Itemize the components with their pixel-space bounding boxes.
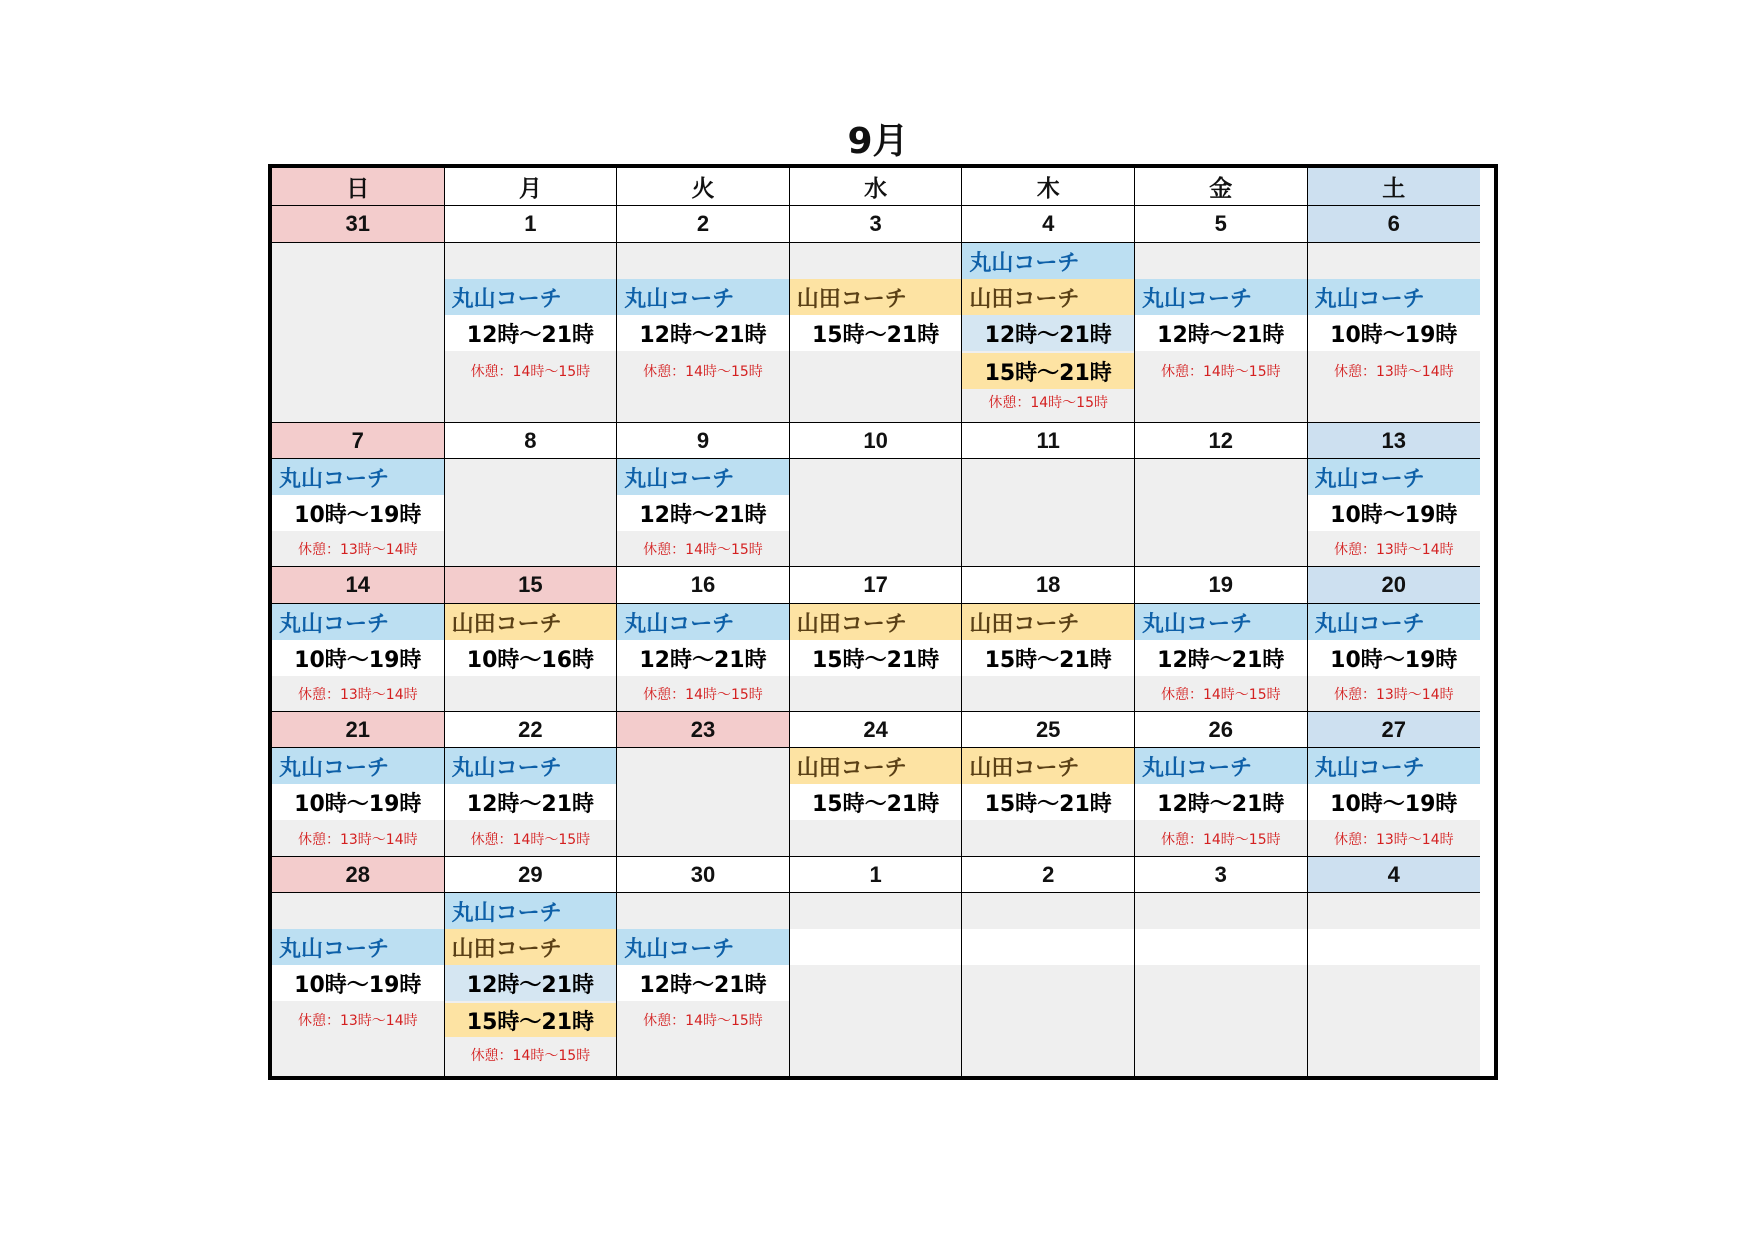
day-cell[interactable]	[1135, 604, 1308, 712]
day-cell[interactable]	[962, 748, 1135, 857]
shift-time: 12時〜21時	[445, 965, 617, 1001]
shift-time: 12時〜21時	[962, 315, 1134, 351]
coach-label: 丸山コーチ	[617, 604, 789, 640]
date-cell[interactable]: 1	[790, 857, 963, 893]
day-cell[interactable]	[962, 459, 1135, 567]
date-cell[interactable]: 7	[272, 423, 445, 459]
day-cell[interactable]	[1135, 748, 1308, 857]
coach-label: 丸山コーチ	[1308, 748, 1480, 784]
day-cell[interactable]	[617, 604, 790, 712]
shift-time: 10時〜19時	[1308, 495, 1480, 531]
shift-time: 12時〜21時	[617, 640, 789, 676]
shift-time: 12時〜21時	[1135, 784, 1307, 820]
break-time: 休憩：14時〜15時	[470, 364, 591, 380]
coach-label: 丸山コーチ	[1135, 748, 1307, 784]
day-cell[interactable]	[272, 459, 445, 567]
date-cell[interactable]: 30	[617, 857, 790, 893]
day-cell[interactable]	[617, 893, 790, 1076]
date-cell[interactable]: 29	[445, 857, 618, 893]
date-cell[interactable]: 2	[617, 206, 790, 243]
date-cell[interactable]: 31	[272, 206, 445, 243]
day-cell[interactable]	[617, 243, 790, 423]
date-cell[interactable]: 19	[1135, 567, 1308, 604]
weekday-header-3: 水	[790, 168, 963, 206]
shift-time: 10時〜19時	[272, 784, 444, 820]
shift-time: 10時〜19時	[272, 495, 444, 531]
shift-time: 15時〜21時	[962, 640, 1134, 676]
shift-time: 12時〜21時	[445, 315, 617, 351]
coach-label: 山田コーチ	[962, 279, 1134, 315]
coach-label: 丸山コーチ	[1135, 604, 1307, 640]
break-time: 休憩：14時〜15時	[988, 395, 1108, 411]
shift-time: 10時〜19時	[272, 640, 444, 676]
date-cell[interactable]: 8	[445, 423, 618, 459]
date-cell[interactable]: 5	[1135, 206, 1308, 243]
date-cell[interactable]: 21	[272, 712, 445, 748]
day-cell[interactable]	[790, 604, 963, 712]
coach-label: 丸山コーチ	[445, 748, 617, 784]
break-time: 休憩：13時〜14時	[1333, 687, 1454, 703]
shift-time: 15時〜21時	[962, 784, 1134, 820]
date-cell[interactable]: 15	[445, 567, 618, 604]
shift-time: 10時〜19時	[1308, 640, 1480, 676]
date-cell[interactable]: 2	[962, 857, 1135, 893]
calendar-title: 9月	[847, 121, 909, 162]
break-time: 休憩：13時〜14時	[297, 542, 418, 558]
coach-label: 丸山コーチ	[272, 459, 444, 495]
coach-label: 丸山コーチ	[1308, 604, 1480, 640]
break-time: 休憩：13時〜14時	[1333, 364, 1454, 380]
weekday-header-4: 木	[962, 168, 1135, 206]
date-cell[interactable]: 1	[445, 206, 618, 243]
break-time: 休憩：13時〜14時	[297, 831, 418, 848]
shift-time: 10時〜16時	[445, 640, 617, 676]
shift-time: 15時〜21時	[790, 315, 962, 351]
date-cell[interactable]: 3	[790, 206, 963, 243]
day-cell[interactable]	[617, 459, 790, 567]
coach-label: 丸山コーチ	[272, 929, 444, 965]
day-cell[interactable]	[1308, 604, 1480, 712]
coach-label: 丸山コーチ	[1308, 279, 1480, 315]
day-cell[interactable]	[1308, 459, 1480, 567]
date-cell[interactable]: 3	[1135, 857, 1308, 893]
calendar-grid	[268, 164, 1498, 1080]
blank-row	[962, 929, 1134, 965]
blank-row	[790, 929, 962, 965]
break-time: 休憩：14時〜15時	[470, 1048, 591, 1064]
coach-label: 山田コーチ	[962, 748, 1134, 784]
day-cell[interactable]	[1308, 243, 1480, 423]
coach-label: 丸山コーチ	[272, 748, 444, 784]
day-cell[interactable]	[445, 748, 618, 857]
break-time: 休憩：14時〜15時	[643, 542, 763, 558]
break-time: 休憩：13時〜14時	[297, 687, 418, 703]
shift-time: 10時〜19時	[272, 965, 444, 1001]
shift-time: 15時〜21時	[962, 353, 1134, 389]
day-cell[interactable]	[445, 893, 618, 1076]
shift-time: 10時〜19時	[1308, 784, 1480, 820]
coach-label: 山田コーチ	[790, 279, 962, 315]
weekday-header-0: 日	[272, 168, 445, 206]
day-cell[interactable]	[272, 243, 445, 423]
break-time: 休憩：13時〜14時	[1333, 542, 1454, 558]
coach-label: 丸山コーチ	[617, 459, 789, 495]
day-cell[interactable]	[1308, 893, 1480, 1076]
coach-label: 山田コーチ	[790, 604, 962, 640]
date-cell[interactable]: 11	[962, 423, 1135, 459]
shift-time: 15時〜21時	[790, 640, 962, 676]
date-cell[interactable]: 17	[790, 567, 963, 604]
break-time: 休憩：14時〜15時	[1160, 364, 1281, 380]
day-cell[interactable]	[445, 243, 618, 423]
day-cell[interactable]	[1135, 243, 1308, 423]
blank-row	[1308, 929, 1480, 965]
date-cell[interactable]: 28	[272, 857, 445, 893]
date-cell[interactable]: 4	[962, 206, 1135, 243]
day-cell[interactable]	[1135, 459, 1308, 567]
break-time: 休憩：13時〜14時	[1333, 831, 1454, 848]
date-cell[interactable]: 16	[617, 567, 790, 604]
day-cell[interactable]	[962, 893, 1135, 1076]
coach-label: 丸山コーチ	[445, 893, 617, 929]
date-cell[interactable]: 9	[617, 423, 790, 459]
break-time: 休憩：14時〜15時	[643, 687, 763, 703]
date-cell[interactable]: 13	[1308, 423, 1480, 459]
break-time: 休憩：14時〜15時	[470, 831, 591, 848]
shift-time: 12時〜21時	[617, 965, 789, 1001]
date-cell[interactable]: 26	[1135, 712, 1308, 748]
date-cell[interactable]: 4	[1308, 857, 1480, 893]
shift-time: 12時〜21時	[1135, 315, 1307, 351]
weekday-header-5: 金	[1135, 168, 1308, 206]
day-cell[interactable]	[272, 604, 445, 712]
break-time: 休憩：14時〜15時	[643, 364, 763, 380]
shift-time: 12時〜21時	[617, 495, 789, 531]
coach-label: 山田コーチ	[445, 604, 617, 640]
date-cell[interactable]: 22	[445, 712, 618, 748]
day-cell[interactable]	[790, 748, 963, 857]
shift-time: 15時〜21時	[445, 1003, 617, 1037]
day-cell[interactable]	[790, 459, 963, 567]
coach-label: 丸山コーチ	[445, 279, 617, 315]
day-cell[interactable]	[617, 748, 790, 857]
day-cell[interactable]	[1308, 748, 1480, 857]
date-cell[interactable]: 6	[1308, 206, 1480, 243]
day-cell[interactable]	[790, 243, 963, 423]
date-cell[interactable]: 20	[1308, 567, 1480, 604]
day-cell[interactable]	[272, 893, 445, 1076]
date-cell[interactable]: 18	[962, 567, 1135, 604]
blank-row	[1135, 929, 1307, 965]
day-cell[interactable]	[962, 243, 1135, 423]
date-cell[interactable]: 14	[272, 567, 445, 604]
break-time: 休憩：13時〜14時	[297, 1013, 418, 1029]
day-cell[interactable]	[962, 604, 1135, 712]
weekday-header-2: 火	[617, 168, 790, 206]
date-cell[interactable]: 27	[1308, 712, 1480, 748]
coach-label: 山田コーチ	[790, 748, 962, 784]
weekday-header-1: 月	[445, 168, 618, 206]
coach-label: 丸山コーチ	[617, 279, 789, 315]
coach-label: 山田コーチ	[445, 929, 617, 965]
day-cell[interactable]	[445, 604, 618, 712]
shift-time: 15時〜21時	[790, 784, 962, 820]
day-cell[interactable]	[272, 748, 445, 857]
date-cell[interactable]: 23	[617, 712, 790, 748]
coach-label: 丸山コーチ	[272, 604, 444, 640]
date-cell[interactable]: 24	[790, 712, 963, 748]
date-cell[interactable]: 25	[962, 712, 1135, 748]
coach-label: 丸山コーチ	[962, 243, 1134, 279]
coach-label: 山田コーチ	[962, 604, 1134, 640]
break-time: 休憩：14時〜15時	[1160, 831, 1281, 848]
weekday-header-6: 土	[1308, 168, 1480, 206]
break-time: 休憩：14時〜15時	[643, 1013, 763, 1029]
day-cell[interactable]	[1135, 893, 1308, 1076]
date-cell[interactable]: 10	[790, 423, 963, 459]
shift-time: 12時〜21時	[617, 315, 789, 351]
day-cell[interactable]	[790, 893, 963, 1076]
shift-time: 12時〜21時	[1135, 640, 1307, 676]
coach-label: 丸山コーチ	[1308, 459, 1480, 495]
date-cell[interactable]: 12	[1135, 423, 1308, 459]
shift-time: 12時〜21時	[445, 784, 617, 820]
day-cell[interactable]	[445, 459, 618, 567]
coach-label: 丸山コーチ	[1135, 279, 1307, 315]
shift-time: 10時〜19時	[1308, 315, 1480, 351]
break-time: 休憩：14時〜15時	[1160, 687, 1281, 703]
coach-label: 丸山コーチ	[617, 929, 789, 965]
